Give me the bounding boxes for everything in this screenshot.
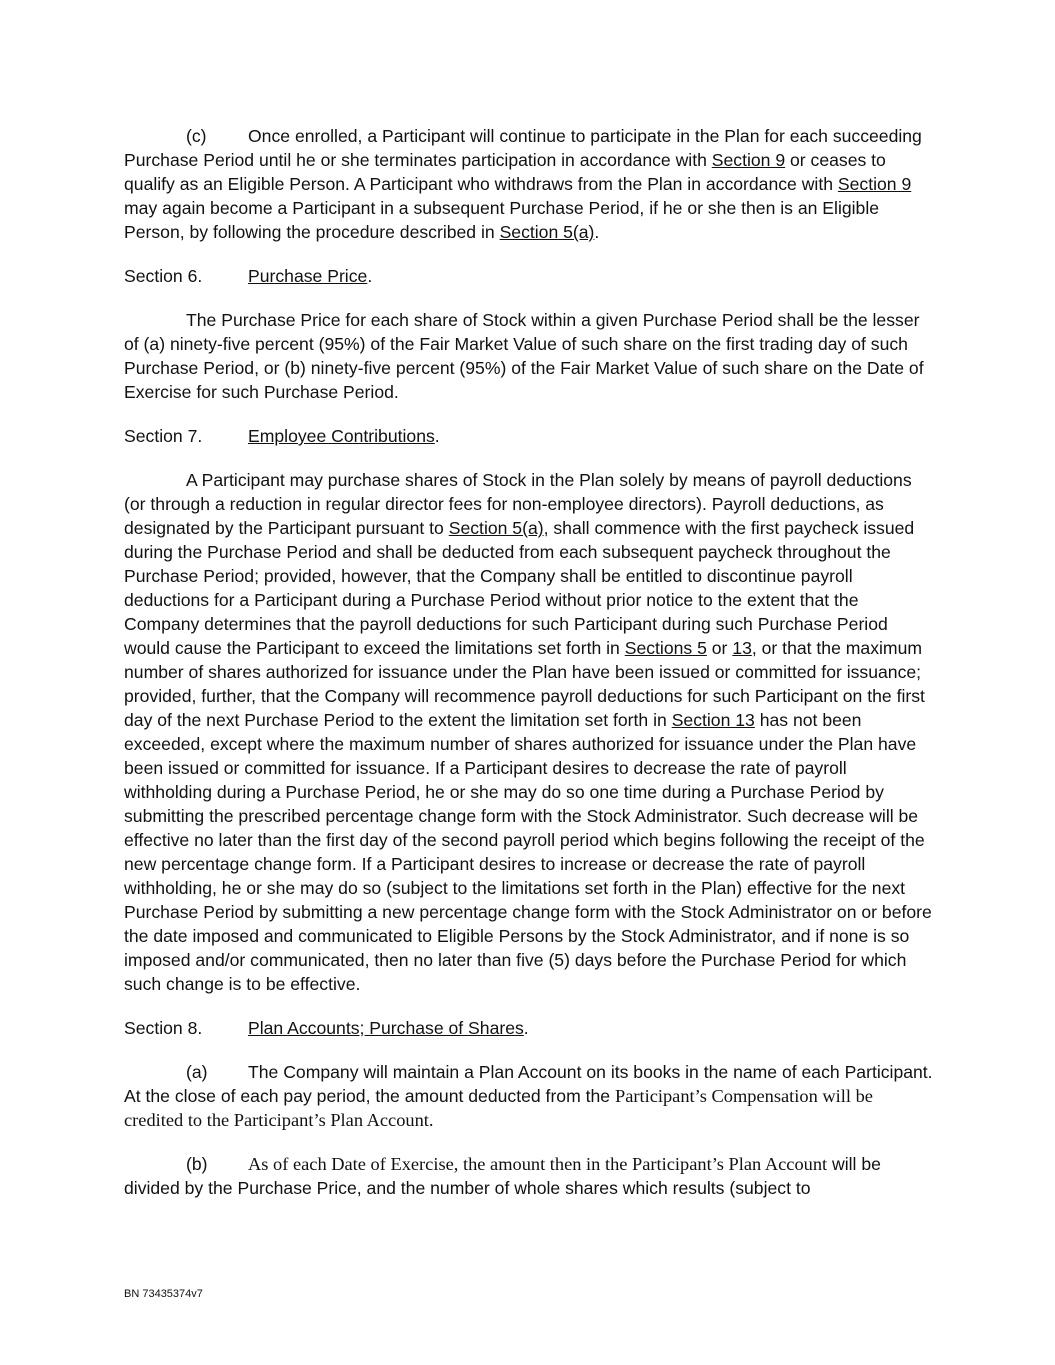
document-page [124,124,934,1220]
section-number: Section 7. [124,426,203,446]
text-run: will be divided by the Purchase Price, and the number of whole shares which results (subject to [124,1154,881,1198]
section-6-body: The Purchase Price for each share of Stock within a given Purchase Period shall be the lesser of (a) ninety-five percent (95%) of the Fair Market Value of such share on the first trading day of such Purchase Period, or (b) ninety-five percent (95%) of the Fair Market Value of such share on the Date of Exercise for such Purchase Period. [124,310,924,402]
text-run: may again become a Participant in a subsequent Purchase Period, if he or she then is an Eligible Person, by following the procedure described in [124,198,880,242]
section-reference: Section 9 [837,174,912,194]
paragraph-5c [124,124,934,244]
document-id-footer: BN 73435374v7 [124,1288,203,1300]
section-reference: 13 [732,638,752,658]
section-title: Employee Contributions [248,426,435,446]
text-run: . [594,222,600,242]
text-run: , or that the maximum number of shares authorized for issuance under the Plan have been issued or committed for issuance; provided, further, that the Company will recommence payroll deductions for such Participant on the first day of the next Purchase Period to the extent the limitation set forth in [124,638,925,730]
section-reference: Section 5(a) [448,518,544,538]
paragraph-8a [124,1060,934,1132]
section-number: Section 6. [124,266,203,286]
text-run: Once enrolled, a Participant will continue to participate in the Plan for each succeeding Purchase Period until he or she terminates participation in accordance with [124,126,922,170]
section-6-heading [124,264,934,288]
heading-period: . [523,1018,529,1038]
text-run: has not been exceeded, except where the maximum number of shares authorized for issuance under the Plan have been issued or committed for issuance. If a Participant desires to decrease the rate of payroll withholding during a Purchase Period, he or she may do so one time during a Purchase Period by submitting the prescribed percentage change form with the Stock Administrator. Such decrease will be effective no later than the first day of the second payroll period which begins following the receipt of the new percentage change form. If a Participant desires to increase or decrease the rate of payroll withholding, he or she may do so (subject to the limitations set forth in the Plan) effective for the next Purchase Period by submitting a new percentage change form with the Stock Administrator on or before the date imposed and communicated to Eligible Persons by the Stock Administrator, and if none is so imposed and/or communicated, then no later than five (5) days before the Purchase Period for which such change is to be effective. [124,710,932,994]
clause-label: (b) [186,1154,208,1174]
section-reference: Section 5(a) [499,222,595,242]
clause-label: (a) [186,1062,208,1082]
heading-period: . [434,426,440,446]
section-number: Section 8. [124,1018,203,1038]
heading-period: . [367,266,373,286]
text-run: or ceases to qualify as an Eligible Person. A Participant who withdraws from the Plan in accordance with [124,150,886,194]
text-run: , shall commence with the first paycheck issued during the Purchase Period and shall be deducted from each subsequent paycheck throughout the Purchase Period; provided, however, that the Company shall be entitled to discontinue payroll deductions for a Participant during a Purchase Period without prior notice to the extent that the Company determines that the payroll deductions for such Participant during such Purchase Period would cause the Participant to exceed the limitations set forth in [124,518,915,658]
section-reference: Sections 5 [624,638,707,658]
text-run-serif: Participant’s Compensation will be credited to the Participant’s Plan Account. [124,1086,873,1130]
paragraph-8b [124,1152,934,1200]
clause-label: (c) [186,126,207,146]
section-title: Purchase Price [248,266,368,286]
text-run-serif: As of each Date of Exercise, the amount then in the Participant’s Plan Account [248,1154,828,1174]
section-7-body [124,468,934,996]
section-title: Plan Accounts; Purchase of Shares [248,1018,524,1038]
text-run: A Participant may purchase shares of Stock in the Plan solely by means of payroll deductions (or through a reduction in regular director fees for non-employee directors). Payroll deductions, as designated by the Participant pursuant to [124,470,912,538]
section-8-heading [124,1016,934,1040]
section-7-heading [124,424,934,448]
text-run: or [706,638,733,658]
section-reference: Section 13 [671,710,755,730]
section-reference: Section 9 [711,150,786,170]
text-run: The Company will maintain a Plan Account on its books in the name of each Participant. At the close of each pay period, the amount deducted from the [124,1062,933,1106]
